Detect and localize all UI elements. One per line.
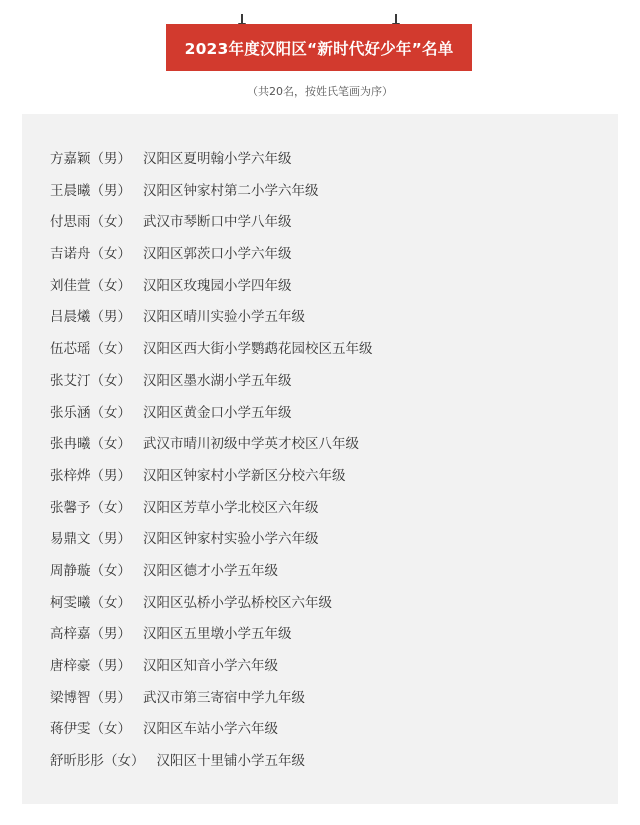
honoree-name: 柯雯曦（女） bbox=[50, 594, 131, 611]
honoree-school: 汉阳区西大街小学鹦鹉花园校区五年级 bbox=[143, 341, 373, 358]
list-item bbox=[50, 746, 373, 778]
honoree-school: 武汉市晴川初级中学英才校区八年级 bbox=[143, 436, 359, 453]
honoree-name: 刘佳萱（女） bbox=[50, 277, 131, 294]
honoree-name: 张冉曦（女） bbox=[50, 436, 131, 453]
honoree-school: 汉阳区十里铺小学五年级 bbox=[156, 753, 305, 770]
honoree-name: 张梓烨（男） bbox=[50, 467, 131, 484]
list-item bbox=[50, 239, 373, 271]
list-item bbox=[50, 619, 373, 651]
honoree-name: 梁博智（男） bbox=[50, 689, 131, 706]
honoree-school: 汉阳区钟家村小学新区分校六年级 bbox=[143, 467, 346, 484]
honoree-school: 汉阳区钟家村实验小学六年级 bbox=[143, 531, 319, 548]
honoree-school: 武汉市琴断口中学八年级 bbox=[143, 214, 292, 231]
honoree-name: 舒昕肜肜（女） bbox=[50, 753, 145, 770]
honoree-name: 付思雨（女） bbox=[50, 214, 131, 231]
honoree-school: 汉阳区黄金口小学五年级 bbox=[143, 404, 292, 421]
list-item bbox=[50, 683, 373, 715]
honoree-name: 吕晨爔（男） bbox=[50, 309, 131, 326]
honoree-school: 汉阳区德才小学五年级 bbox=[143, 562, 278, 579]
list-item bbox=[50, 366, 373, 398]
honoree-school: 汉阳区晴川实验小学五年级 bbox=[143, 309, 305, 326]
honoree-school: 汉阳区夏明翰小学六年级 bbox=[143, 151, 292, 167]
list-item bbox=[50, 271, 373, 303]
list-item bbox=[50, 144, 373, 176]
honoree-name: 王晨曦（男） bbox=[50, 182, 131, 199]
honoree-school: 汉阳区郭茨口小学六年级 bbox=[143, 246, 292, 263]
list-item bbox=[50, 176, 373, 208]
honoree-school: 汉阳区钟家村第二小学六年级 bbox=[143, 182, 319, 199]
list-item bbox=[50, 524, 373, 556]
list-item bbox=[50, 334, 373, 366]
list-item bbox=[50, 714, 373, 746]
honoree-name: 张艾汀（女） bbox=[50, 372, 131, 389]
title-banner bbox=[166, 14, 472, 71]
page-title: 2023年度汉阳区“新时代好少年”名单 bbox=[184, 39, 454, 58]
list-item bbox=[50, 556, 373, 588]
honoree-school: 汉阳区芳草小学北校区六年级 bbox=[143, 499, 319, 516]
honoree-name: 方嘉颖（男） bbox=[50, 151, 131, 167]
honoree-name: 周静璇（女） bbox=[50, 562, 131, 579]
title-plate bbox=[166, 24, 472, 71]
honoree-name: 易鼎文（男） bbox=[50, 531, 131, 548]
honoree-school: 汉阳区知音小学六年级 bbox=[143, 658, 278, 674]
honoree-name: 张乐涵（女） bbox=[50, 404, 131, 421]
list-item bbox=[50, 398, 373, 430]
honoree-name: 张馨予（女） bbox=[50, 499, 131, 516]
list-item bbox=[50, 493, 373, 525]
honoree-school: 汉阳区弘桥小学弘桥校区六年级 bbox=[143, 594, 332, 611]
honoree-school: 汉阳区玫瑰园小学四年级 bbox=[143, 277, 292, 294]
honoree-list-panel bbox=[22, 114, 618, 804]
honoree-name: 蒋伊雯（女） bbox=[50, 721, 131, 738]
honoree-school: 武汉市第三寄宿中学九年级 bbox=[143, 689, 305, 706]
list-item bbox=[50, 461, 373, 493]
honoree-school: 汉阳区五里墩小学五年级 bbox=[143, 626, 292, 643]
honoree-name: 伍芯瑶（女） bbox=[50, 341, 131, 358]
page-subtitle: （共20名，按姓氏笔画为序） bbox=[247, 85, 393, 98]
honoree-name: 高梓嘉（男） bbox=[50, 626, 131, 643]
honoree-school: 汉阳区车站小学六年级 bbox=[143, 721, 278, 738]
honoree-school: 汉阳区墨水湖小学五年级 bbox=[143, 372, 292, 389]
honoree-name: 吉诺舟（女） bbox=[50, 246, 131, 263]
list-item bbox=[50, 207, 373, 239]
list-item bbox=[50, 588, 373, 620]
honoree-name: 唐梓豪（男） bbox=[50, 658, 131, 674]
list-item bbox=[50, 302, 373, 334]
honoree-list bbox=[50, 144, 373, 778]
list-item bbox=[50, 651, 373, 683]
list-item bbox=[50, 429, 373, 461]
